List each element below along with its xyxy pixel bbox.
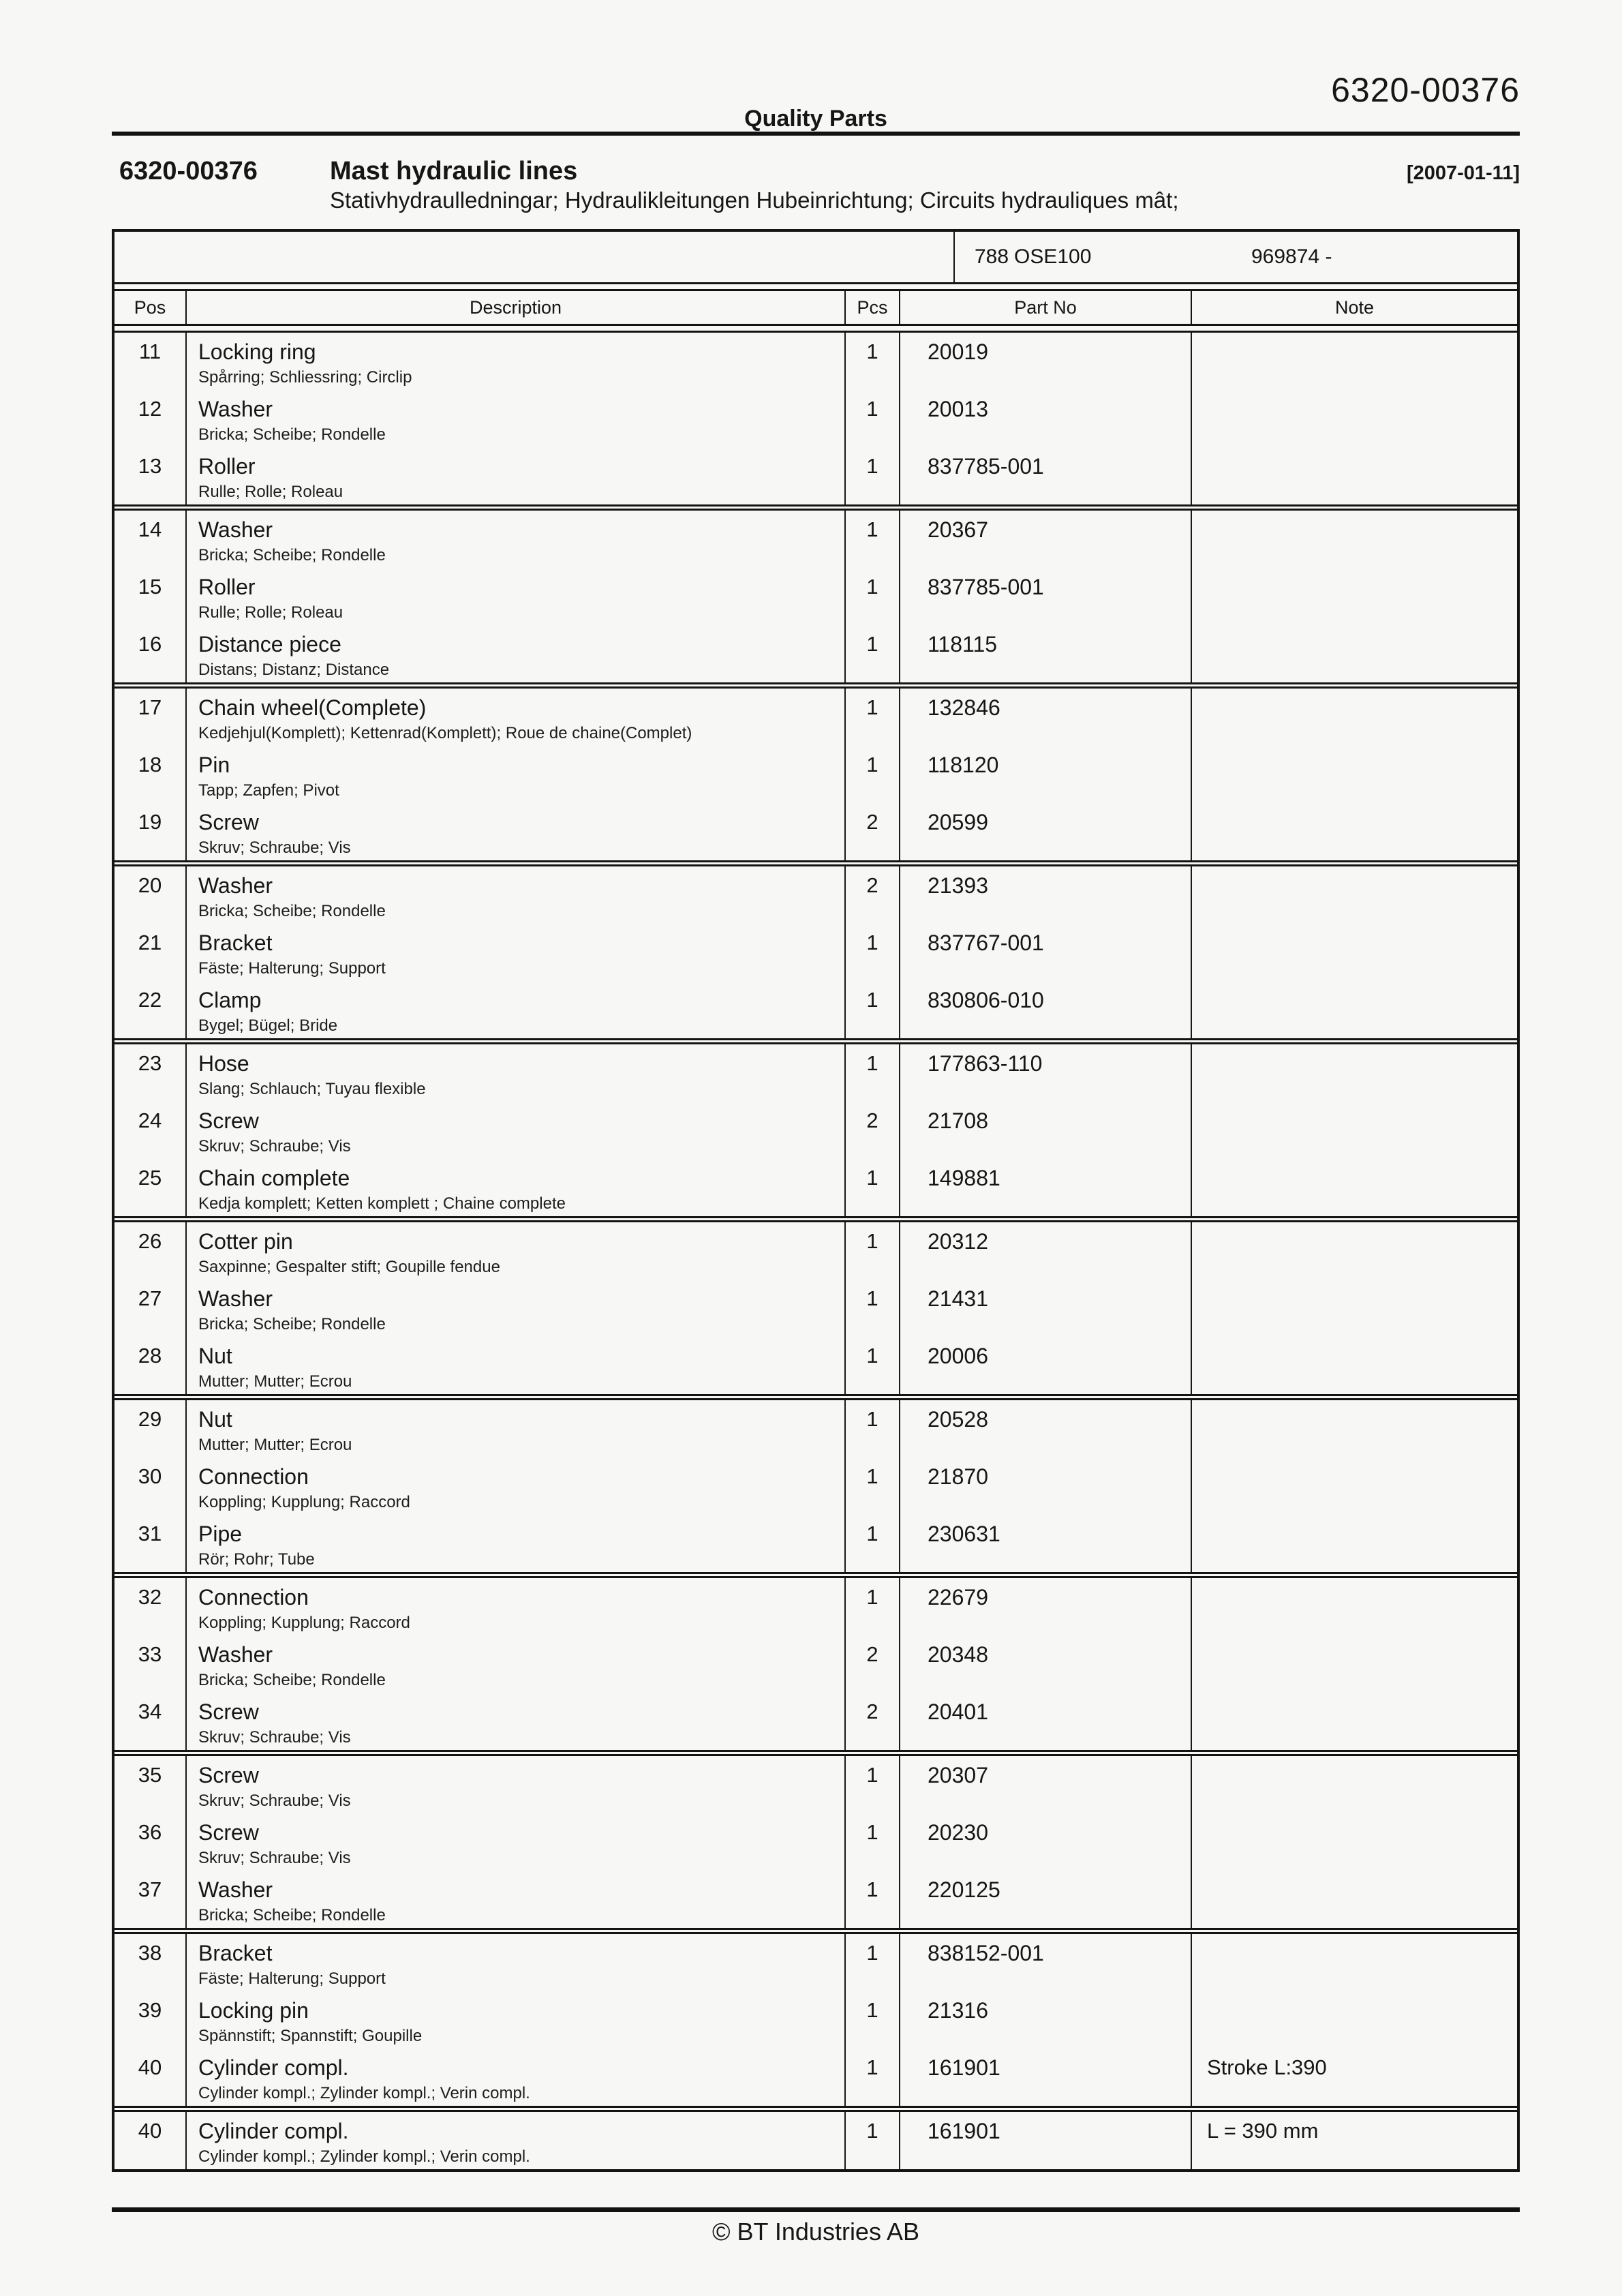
row-sub-description: Koppling; Kupplung; Raccord <box>198 1493 410 1511</box>
col-header-part-no: Part No <box>899 291 1191 324</box>
table-row <box>114 1159 1517 1216</box>
table-row <box>114 924 1517 981</box>
row-note <box>1191 981 1517 1038</box>
row-note <box>1191 924 1517 981</box>
row-description-cell <box>185 2049 844 2106</box>
row-part-no: 20348 <box>899 1635 1191 1693</box>
row-note <box>1191 1578 1517 1635</box>
row-description-cell <box>185 1159 844 1216</box>
row-description-cell <box>185 1578 844 1635</box>
row-part-no: 132846 <box>899 689 1191 746</box>
row-note <box>1191 1400 1517 1457</box>
row-sub-description: Kedja komplett; Ketten komplett ; Chaine complete <box>198 1194 566 1213</box>
row-note <box>1191 1159 1517 1216</box>
col-header-pcs: Pcs <box>844 291 899 324</box>
table-row <box>114 1222 1517 1280</box>
row-description-cell <box>185 568 844 625</box>
row-sub-description: Skruv; Schraube; Vis <box>198 1849 351 1867</box>
row-description-cell <box>185 1635 844 1693</box>
brand-header: Quality Parts <box>744 106 887 132</box>
col-header-note: Note <box>1191 291 1517 324</box>
row-pcs: 2 <box>844 1102 899 1159</box>
table-row <box>114 803 1517 860</box>
row-note <box>1191 866 1517 924</box>
row-pcs: 1 <box>844 2049 899 2106</box>
table-row <box>114 1578 1517 1635</box>
table-row <box>114 2112 1517 2169</box>
row-description: Locking ring <box>198 339 316 364</box>
row-pcs: 1 <box>844 1934 899 1991</box>
row-description: Washer <box>198 873 273 898</box>
row-description: Bracket <box>198 1941 273 1965</box>
row-pos: 27 <box>138 1286 162 1310</box>
table-header-row <box>114 291 1517 324</box>
row-sub-description: Cylinder kompl.; Zylinder kompl.; Verin compl. <box>198 2147 530 2166</box>
row-sub-description: Bricka; Scheibe; Rondelle <box>198 1906 386 1924</box>
row-part-no: 20019 <box>899 333 1191 390</box>
row-description: Clamp <box>198 988 262 1012</box>
table-row <box>114 1991 1517 2049</box>
row-note <box>1191 1515 1517 1572</box>
row-description-cell <box>185 1934 844 1991</box>
row-description: Pipe <box>198 1522 243 1546</box>
double-separator <box>114 282 1517 291</box>
parts-group <box>114 1394 1517 1572</box>
row-sub-description: Kedjehjul(Komplett); Kettenrad(Komplett); Roue de chaine(Complet) <box>198 724 692 742</box>
row-pos: 19 <box>138 810 162 834</box>
row-description-cell <box>185 390 844 447</box>
row-pos: 11 <box>138 339 162 363</box>
row-sub-description: Cylinder kompl.; Zylinder kompl.; Verin compl. <box>198 2084 530 2102</box>
row-note <box>1191 625 1517 682</box>
row-pcs: 2 <box>844 1693 899 1750</box>
row-note <box>1191 511 1517 568</box>
row-description-cell <box>185 1871 844 1928</box>
row-part-no: 21870 <box>899 1457 1191 1515</box>
row-description-cell <box>185 866 844 924</box>
row-pos: 26 <box>138 1229 162 1253</box>
row-pcs: 2 <box>844 1635 899 1693</box>
row-description: Connection <box>198 1585 309 1610</box>
row-description-cell <box>185 1337 844 1394</box>
row-note <box>1191 1756 1517 1813</box>
row-sub-description: Skruv; Schraube; Vis <box>198 839 351 857</box>
title-doc-number: 6320-00376 <box>119 157 258 185</box>
row-part-no: 20528 <box>899 1400 1191 1457</box>
row-description-cell <box>185 1515 844 1572</box>
row-pos: 18 <box>138 753 162 776</box>
table-row <box>114 625 1517 682</box>
row-description: Washer <box>198 397 273 421</box>
row-description: Chain complete <box>198 1166 350 1190</box>
row-pcs: 1 <box>844 924 899 981</box>
row-part-no: 837767-001 <box>899 924 1191 981</box>
row-sub-description: Distans; Distanz; Distance <box>198 661 390 679</box>
footer-rule <box>112 2207 1520 2212</box>
row-description: Chain wheel(Complete) <box>198 695 427 720</box>
parts-group <box>114 333 1517 504</box>
row-note: L = 390 mm <box>1191 2112 1517 2169</box>
row-pcs: 1 <box>844 1280 899 1337</box>
table-row <box>114 1515 1517 1572</box>
table-row <box>114 866 1517 924</box>
row-note <box>1191 1813 1517 1871</box>
serial-range: 969874 - <box>1251 245 1332 268</box>
row-part-no: 20006 <box>899 1337 1191 1394</box>
row-sub-description: Bricka; Scheibe; Rondelle <box>198 425 386 444</box>
parts-table <box>112 229 1520 2172</box>
row-pos: 23 <box>138 1051 162 1075</box>
table-row <box>114 981 1517 1038</box>
table-row <box>114 1044 1517 1102</box>
row-description: Bracket <box>198 931 273 955</box>
row-note <box>1191 1457 1517 1515</box>
row-pcs: 1 <box>844 1044 899 1102</box>
row-pos: 17 <box>138 695 162 719</box>
row-note <box>1191 746 1517 803</box>
row-pos: 22 <box>138 988 162 1012</box>
row-description-cell <box>185 2112 844 2169</box>
header-rule <box>112 132 1520 136</box>
row-description-cell <box>185 924 844 981</box>
row-note <box>1191 333 1517 390</box>
row-part-no: 21393 <box>899 866 1191 924</box>
table-meta-band <box>114 232 1517 282</box>
table-row <box>114 511 1517 568</box>
table-row <box>114 1756 1517 1813</box>
row-sub-description: Fäste; Halterung; Support <box>198 1969 386 1988</box>
row-note <box>1191 1337 1517 1394</box>
row-pcs: 1 <box>844 511 899 568</box>
row-description: Screw <box>198 1108 259 1133</box>
row-description: Hose <box>198 1051 249 1076</box>
row-part-no: 230631 <box>899 1515 1191 1572</box>
row-description-cell <box>185 1280 844 1337</box>
row-pos: 29 <box>138 1407 162 1431</box>
copyright: © BT Industries AB <box>712 2218 919 2246</box>
row-pos: 38 <box>138 1941 162 1965</box>
table-row <box>114 1934 1517 1991</box>
page-title: Mast hydraulic lines <box>330 157 578 185</box>
row-description: Washer <box>198 1642 273 1667</box>
row-note <box>1191 1991 1517 2049</box>
row-description-cell <box>185 981 844 1038</box>
row-part-no: 20367 <box>899 511 1191 568</box>
row-note <box>1191 568 1517 625</box>
row-description: Pin <box>198 753 230 777</box>
row-sub-description: Skruv; Schraube; Vis <box>198 1728 351 1747</box>
row-pos: 12 <box>138 397 162 421</box>
row-pos: 16 <box>138 632 162 656</box>
parts-group <box>114 682 1517 860</box>
row-note <box>1191 1102 1517 1159</box>
row-sub-description: Skruv; Schraube; Vis <box>198 1792 351 1810</box>
row-pcs: 1 <box>844 1578 899 1635</box>
model-name: OSE100 <box>1014 245 1092 268</box>
table-row <box>114 1693 1517 1750</box>
row-description: Roller <box>198 454 256 479</box>
row-pos: 35 <box>138 1763 162 1787</box>
row-pcs: 1 <box>844 333 899 390</box>
row-note <box>1191 390 1517 447</box>
row-sub-description: Slang; Schlauch; Tuyau flexible <box>198 1080 426 1098</box>
meta-band-empty-cell <box>114 232 955 282</box>
table-row <box>114 2049 1517 2106</box>
row-description-cell <box>185 1756 844 1813</box>
row-description-cell <box>185 1102 844 1159</box>
row-part-no: 149881 <box>899 1159 1191 1216</box>
row-note <box>1191 1222 1517 1280</box>
row-pos: 15 <box>138 575 162 599</box>
parts-group <box>114 1038 1517 1216</box>
row-pcs: 1 <box>844 1813 899 1871</box>
row-pcs: 1 <box>844 1756 899 1813</box>
row-part-no: 20401 <box>899 1693 1191 1750</box>
row-part-no: 20599 <box>899 803 1191 860</box>
row-description: Connection <box>198 1464 309 1489</box>
row-description: Cylinder compl. <box>198 2055 349 2080</box>
row-note <box>1191 447 1517 504</box>
table-row <box>114 689 1517 746</box>
row-description-cell <box>185 803 844 860</box>
row-note: Stroke L:390 <box>1191 2049 1517 2106</box>
row-part-no: 220125 <box>899 1871 1191 1928</box>
row-pcs: 1 <box>844 1337 899 1394</box>
row-pos: 32 <box>138 1585 162 1609</box>
title-subtitle: Stativhydraulledningar; Hydraulikleitungen Hubeinrichtung; Circuits hydrauliques mât; <box>330 187 1179 213</box>
row-pos: 39 <box>138 1998 162 2022</box>
row-part-no: 21431 <box>899 1280 1191 1337</box>
row-pcs: 1 <box>844 568 899 625</box>
row-pcs: 1 <box>844 447 899 504</box>
row-description: Washer <box>198 1286 273 1311</box>
doc-number-header: 6320-00376 <box>1331 71 1520 109</box>
table-row <box>114 1400 1517 1457</box>
row-note <box>1191 1044 1517 1102</box>
row-part-no: 838152-001 <box>899 1934 1191 1991</box>
row-pcs: 1 <box>844 390 899 447</box>
row-sub-description: Mutter; Mutter; Ecrou <box>198 1436 352 1454</box>
row-note <box>1191 1280 1517 1337</box>
parts-group <box>114 504 1517 682</box>
row-part-no: 20307 <box>899 1756 1191 1813</box>
row-part-no: 830806-010 <box>899 981 1191 1038</box>
row-description: Screw <box>198 810 259 834</box>
table-row <box>114 390 1517 447</box>
table-row <box>114 1813 1517 1871</box>
row-pos: 40 <box>138 2119 162 2143</box>
row-note <box>1191 803 1517 860</box>
row-description-cell <box>185 689 844 746</box>
row-description: Distance piece <box>198 632 341 656</box>
row-pcs: 1 <box>844 1400 899 1457</box>
row-pcs: 1 <box>844 981 899 1038</box>
row-part-no: 20013 <box>899 390 1191 447</box>
row-pcs: 1 <box>844 1457 899 1515</box>
parts-group <box>114 1750 1517 1928</box>
row-sub-description: Fäste; Halterung; Support <box>198 959 386 978</box>
row-description: Roller <box>198 575 256 599</box>
parts-group <box>114 2106 1517 2169</box>
parts-group <box>114 860 1517 1038</box>
row-sub-description: Koppling; Kupplung; Raccord <box>198 1614 410 1632</box>
row-pcs: 2 <box>844 803 899 860</box>
row-description: Locking pin <box>198 1998 309 2023</box>
row-pos: 14 <box>138 517 162 541</box>
parts-group <box>114 1216 1517 1394</box>
row-note <box>1191 1693 1517 1750</box>
row-description-cell <box>185 511 844 568</box>
row-description-cell <box>185 1813 844 1871</box>
table-row <box>114 333 1517 390</box>
row-sub-description: Mutter; Mutter; Ecrou <box>198 1372 352 1391</box>
row-sub-description: Tapp; Zapfen; Pivot <box>198 781 339 800</box>
col-header-description: Description <box>185 291 844 324</box>
row-description-cell <box>185 1400 844 1457</box>
row-sub-description: Rulle; Rolle; Roleau <box>198 483 343 501</box>
row-description: Cotter pin <box>198 1229 293 1254</box>
row-description: Screw <box>198 1700 259 1724</box>
row-pcs: 1 <box>844 625 899 682</box>
row-note <box>1191 1635 1517 1693</box>
row-sub-description: Bricka; Scheibe; Rondelle <box>198 546 386 564</box>
row-description: Screw <box>198 1763 259 1787</box>
row-part-no: 837785-001 <box>899 447 1191 504</box>
col-header-pos: Pos <box>134 297 166 318</box>
row-part-no: 20230 <box>899 1813 1191 1871</box>
row-pos: 37 <box>138 1877 162 1901</box>
row-pos: 13 <box>138 454 162 478</box>
row-pos: 24 <box>138 1108 162 1132</box>
title-date: [2007-01-11] <box>1406 162 1520 184</box>
table-row <box>114 1280 1517 1337</box>
row-sub-description: Bricka; Scheibe; Rondelle <box>198 1671 386 1689</box>
row-part-no: 177863-110 <box>899 1044 1191 1102</box>
row-description: Cylinder compl. <box>198 2119 349 2143</box>
row-part-no: 161901 <box>899 2112 1191 2169</box>
row-description-cell <box>185 1693 844 1750</box>
row-sub-description: Bygel; Bügel; Bride <box>198 1016 338 1035</box>
table-row <box>114 1635 1517 1693</box>
row-pos: 31 <box>138 1522 162 1545</box>
row-note <box>1191 1871 1517 1928</box>
row-pos: 36 <box>138 1820 162 1844</box>
table-row <box>114 1337 1517 1394</box>
row-description-cell <box>185 1044 844 1102</box>
row-pos: 34 <box>138 1700 162 1723</box>
row-pcs: 1 <box>844 1159 899 1216</box>
row-pos: 20 <box>138 873 162 897</box>
row-pos: 25 <box>138 1166 162 1190</box>
table-row <box>114 1457 1517 1515</box>
table-row <box>114 568 1517 625</box>
row-pcs: 1 <box>844 1222 899 1280</box>
row-description: Screw <box>198 1820 259 1845</box>
row-pcs: 1 <box>844 689 899 746</box>
row-pcs: 2 <box>844 866 899 924</box>
row-description: Nut <box>198 1344 232 1368</box>
row-pcs: 1 <box>844 1991 899 2049</box>
parts-group <box>114 1928 1517 2106</box>
row-part-no: 837785-001 <box>899 568 1191 625</box>
row-pcs: 1 <box>844 746 899 803</box>
model-code: 788 <box>975 245 1009 268</box>
row-description: Nut <box>198 1407 232 1432</box>
row-description-cell <box>185 625 844 682</box>
row-note <box>1191 1934 1517 1991</box>
row-description: Washer <box>198 1877 273 1902</box>
row-pos: 28 <box>138 1344 162 1368</box>
table-row <box>114 1102 1517 1159</box>
row-sub-description: Spännstift; Spannstift; Goupille <box>198 2027 423 2045</box>
row-part-no: 161901 <box>899 2049 1191 2106</box>
row-part-no: 21708 <box>899 1102 1191 1159</box>
row-description-cell <box>185 447 844 504</box>
row-description-cell <box>185 1457 844 1515</box>
row-part-no: 118120 <box>899 746 1191 803</box>
row-part-no: 21316 <box>899 1991 1191 2049</box>
row-pos: 21 <box>138 931 162 954</box>
row-description: Washer <box>198 517 273 542</box>
row-description-cell <box>185 1991 844 2049</box>
row-sub-description: Bricka; Scheibe; Rondelle <box>198 902 386 920</box>
row-pos: 33 <box>138 1642 162 1666</box>
row-sub-description: Spårring; Schliessring; Circlip <box>198 368 412 387</box>
row-description-cell <box>185 1222 844 1280</box>
row-part-no: 118115 <box>899 625 1191 682</box>
table-row <box>114 746 1517 803</box>
row-pcs: 1 <box>844 1515 899 1572</box>
row-part-no: 22679 <box>899 1578 1191 1635</box>
row-description-cell <box>185 746 844 803</box>
table-body <box>114 333 1517 2169</box>
row-sub-description: Saxpinne; Gespalter stift; Goupille fendue <box>198 1258 500 1276</box>
row-sub-description: Rör; Rohr; Tube <box>198 1550 315 1569</box>
double-separator <box>114 324 1517 333</box>
row-note <box>1191 689 1517 746</box>
row-pcs: 1 <box>844 2112 899 2169</box>
row-pos: 30 <box>138 1464 162 1488</box>
row-pcs: 1 <box>844 1871 899 1928</box>
row-pos: 40 <box>138 2055 162 2079</box>
table-row <box>114 1871 1517 1928</box>
row-sub-description: Bricka; Scheibe; Rondelle <box>198 1315 386 1333</box>
row-sub-description: Skruv; Schraube; Vis <box>198 1137 351 1155</box>
row-sub-description: Rulle; Rolle; Roleau <box>198 603 343 622</box>
row-description-cell <box>185 333 844 390</box>
row-part-no: 20312 <box>899 1222 1191 1280</box>
table-row <box>114 447 1517 504</box>
parts-group <box>114 1572 1517 1750</box>
